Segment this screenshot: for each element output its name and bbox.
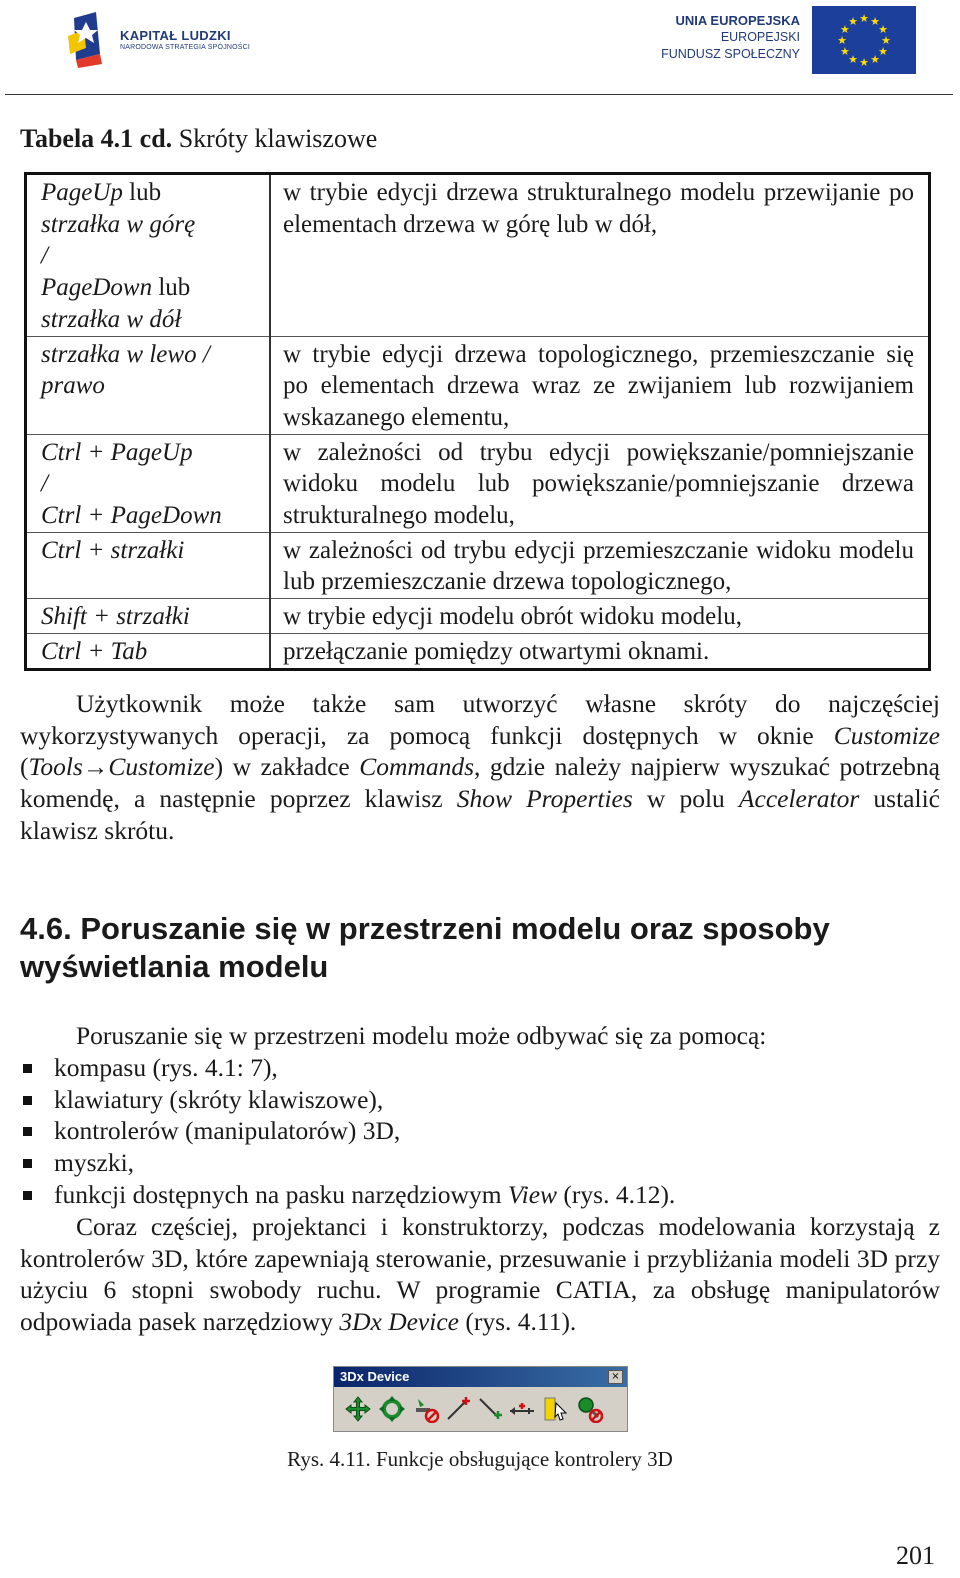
move-icon[interactable]: [344, 1395, 372, 1423]
eu-star-icon: ★: [859, 56, 869, 69]
shortcut-key-line: PageUp lub: [41, 179, 162, 206]
shortcut-keys-cell: [26, 336, 271, 434]
eu-star-icon: ★: [878, 23, 888, 36]
shortcut-key-line: Ctrl + strzałki: [41, 536, 185, 564]
table-row: [26, 599, 930, 634]
eu-star-icon: ★: [870, 14, 880, 28]
header-divider: [5, 94, 953, 95]
shortcut-keys-cell: [26, 434, 271, 532]
list-item-text: klawiatury (skróty klawiszowe),: [54, 1084, 384, 1114]
table-row: [26, 434, 930, 532]
list-item: [20, 1084, 940, 1116]
shortcut-keys-cell: [26, 174, 271, 337]
intro-text: Poruszanie się w przestrzeni modelu może odbywać się za pomocą:: [76, 1021, 767, 1050]
eu-flag-icon: [812, 6, 916, 74]
toolbar-title: 3Dx Device: [340, 1369, 410, 1384]
text-run: , gdzie należy najpierw wyszukać potrzebną komendę, a następnie poprzez klawisz: [20, 752, 940, 814]
text-run: ustalić klawisz skrótu.: [20, 784, 940, 845]
kapital-ludzki-subtitle: NARODOWA STRATEGIA SPÓJNOŚCI: [120, 44, 251, 51]
shortcut-key-line: /: [41, 470, 48, 498]
close-button[interactable]: ×: [608, 1370, 623, 1384]
3dx-device-toolbar[interactable]: [333, 1366, 628, 1432]
figure-caption: Rys. 4.11. Funkcje obsługujące kontrolery 3D: [287, 1447, 673, 1471]
shortcut-description-cell: w trybie edycji drzewa strukturalnego modelu przewijanie po elementach drzewa w górę lub w dół,: [283, 179, 914, 238]
italic-term: 3Dx Device: [339, 1307, 459, 1337]
list-item: [20, 1179, 940, 1211]
shortcut-keys-cell: [26, 633, 271, 669]
shortcut-key-line: prawo: [41, 372, 105, 400]
shortcut-key-line: strzałka w dół: [41, 305, 182, 333]
italic-term: Tools→Customize: [28, 752, 215, 782]
shortcut-description-cell: w zależności od trybu edycji przemieszczanie widoku modelu lub przemieszczanie drzewa topologicznego,: [270, 532, 930, 598]
kapital-ludzki-name: KAPITAŁ LUDZKI: [120, 28, 231, 43]
list-item: [20, 1147, 940, 1179]
eu-logo-line1: UNIA EUROPEJSKA: [675, 13, 800, 28]
table-row: [26, 174, 930, 337]
kapital-ludzki-logo: [66, 8, 276, 68]
eu-star-icon: ★: [848, 14, 858, 28]
settings-icon[interactable]: [576, 1395, 604, 1423]
object-mode-icon[interactable]: [542, 1395, 570, 1423]
eu-star-icon: ★: [837, 34, 847, 47]
eu-star-icon: ★: [848, 53, 858, 67]
eu-logo-text: [661, 12, 800, 63]
eu-logo-line3: FUNDUSZ SPOŁECZNY: [661, 47, 800, 61]
text-run: w polu: [632, 784, 739, 814]
text-run: Użytkownik może także sam utworzyć własne skróty do najczęściej wykorzystywanych operacji, za pomocą funkcji dostępnych w oknie: [20, 689, 940, 750]
list-item: [20, 1052, 940, 1084]
eu-logo-line2: EUROPEJSKI: [720, 30, 800, 44]
shortcut-keys-cell: [26, 599, 271, 634]
text-run: (: [20, 752, 29, 782]
list-item: [20, 1115, 940, 1147]
toolbar-icons: [340, 1391, 622, 1427]
text-run: (rys. 4.11).: [458, 1307, 577, 1337]
shortcut-key-line: strzałka w lewo /: [41, 340, 210, 368]
table-row: [26, 532, 930, 598]
list-item-text: myszki,: [54, 1148, 135, 1178]
methods-list: [20, 1052, 940, 1211]
eu-star-icon: ★: [870, 53, 880, 67]
translate-icon[interactable]: [444, 1395, 472, 1423]
table-caption-title: Skróty klawiszowe: [178, 124, 378, 153]
italic-term: Accelerator: [738, 784, 860, 814]
intro-paragraph: [20, 1020, 940, 1052]
shortcuts-table: [24, 172, 931, 671]
eu-star-icon: ★: [878, 45, 888, 58]
customize-paragraph: [20, 688, 940, 847]
eu-star-icon: ★: [881, 34, 891, 47]
eu-star-icon: ★: [859, 12, 869, 25]
section-title: Poruszanie się w przestrzeni modelu oraz sposoby wyświetlania modelu: [20, 911, 830, 984]
list-item-text: (rys. 4.12).: [557, 1179, 676, 1209]
text-run: Coraz częściej, projektanci i konstruktorzy, podczas modelowania korzystają z kontrolerów 3D, które zapewniają sterowanie, przesuwanie i przybliżania modeli 3D przy użyciu 6 stopni swobody ruchu. W programie CATIA, za obsługę manipulatorów odpowiada pasek narzędziowy: [20, 1212, 940, 1337]
page-number: 201: [896, 1541, 935, 1570]
shortcut-keys-cell: [26, 532, 271, 598]
shortcut-description-cell: w trybie edycji modelu obrót widoku modelu,: [270, 599, 930, 634]
zoom-disabled-icon[interactable]: [412, 1395, 440, 1423]
list-item-text: funkcji dostępnych na pasku narzędziowym: [54, 1179, 508, 1209]
italic-term: View: [507, 1179, 558, 1209]
toolbar-titlebar[interactable]: [334, 1367, 627, 1387]
section-number: 4.6.: [20, 911, 72, 946]
shortcut-description-cell: przełączanie pomiędzy otwartymi oknami.: [270, 633, 930, 669]
italic-term: Commands: [359, 752, 474, 782]
eu-star-icon: ★: [840, 23, 850, 36]
rotate-icon[interactable]: [378, 1395, 406, 1423]
shortcut-key-line: Ctrl + PageUp: [41, 438, 193, 466]
shortcut-key-line: Shift + strzałki: [41, 603, 190, 631]
table-row: [26, 633, 930, 669]
text-run: ) w zakładce: [214, 752, 360, 782]
shortcut-description-cell: w trybie edycji drzewa topologicznego, przemieszczanie się po elementach drzewa wraz ze zwijaniem lub rozwijaniem wskazanego elementu,: [270, 336, 930, 434]
table-row: [26, 336, 930, 434]
page-header: [0, 0, 960, 96]
italic-term: Customize: [833, 720, 940, 750]
shortcut-key-line: Ctrl + PageDown: [41, 502, 222, 530]
kapital-ludzki-emblem-icon: [66, 8, 116, 68]
shortcut-key-line: Ctrl + Tab: [41, 637, 148, 665]
eu-star-icon: ★: [840, 45, 850, 58]
controllers-paragraph: [20, 1211, 940, 1338]
pan-icon[interactable]: [508, 1395, 536, 1423]
shortcut-key-line: strzałka w górę: [41, 210, 196, 238]
shortcut-description-cell: w zależności od trybu edycji powiększanie/pomniejszanie widoku modelu lub powiększanie/pomniejszanie drzewa strukturalnego modelu,: [270, 434, 930, 532]
table-caption-label: Tabela 4.1 cd.: [20, 124, 173, 153]
dominant-axis-icon[interactable]: [476, 1395, 504, 1423]
table-caption: [20, 124, 377, 154]
shortcut-key-line: PageDown lub: [41, 274, 191, 302]
italic-term: Show Properties: [456, 784, 633, 814]
list-item-text: kompasu (rys. 4.1: 7),: [54, 1053, 278, 1082]
section-heading: [20, 910, 940, 986]
list-item-text: kontrolerów (manipulatorów) 3D,: [54, 1116, 401, 1146]
shortcut-key-line: /: [41, 242, 48, 270]
